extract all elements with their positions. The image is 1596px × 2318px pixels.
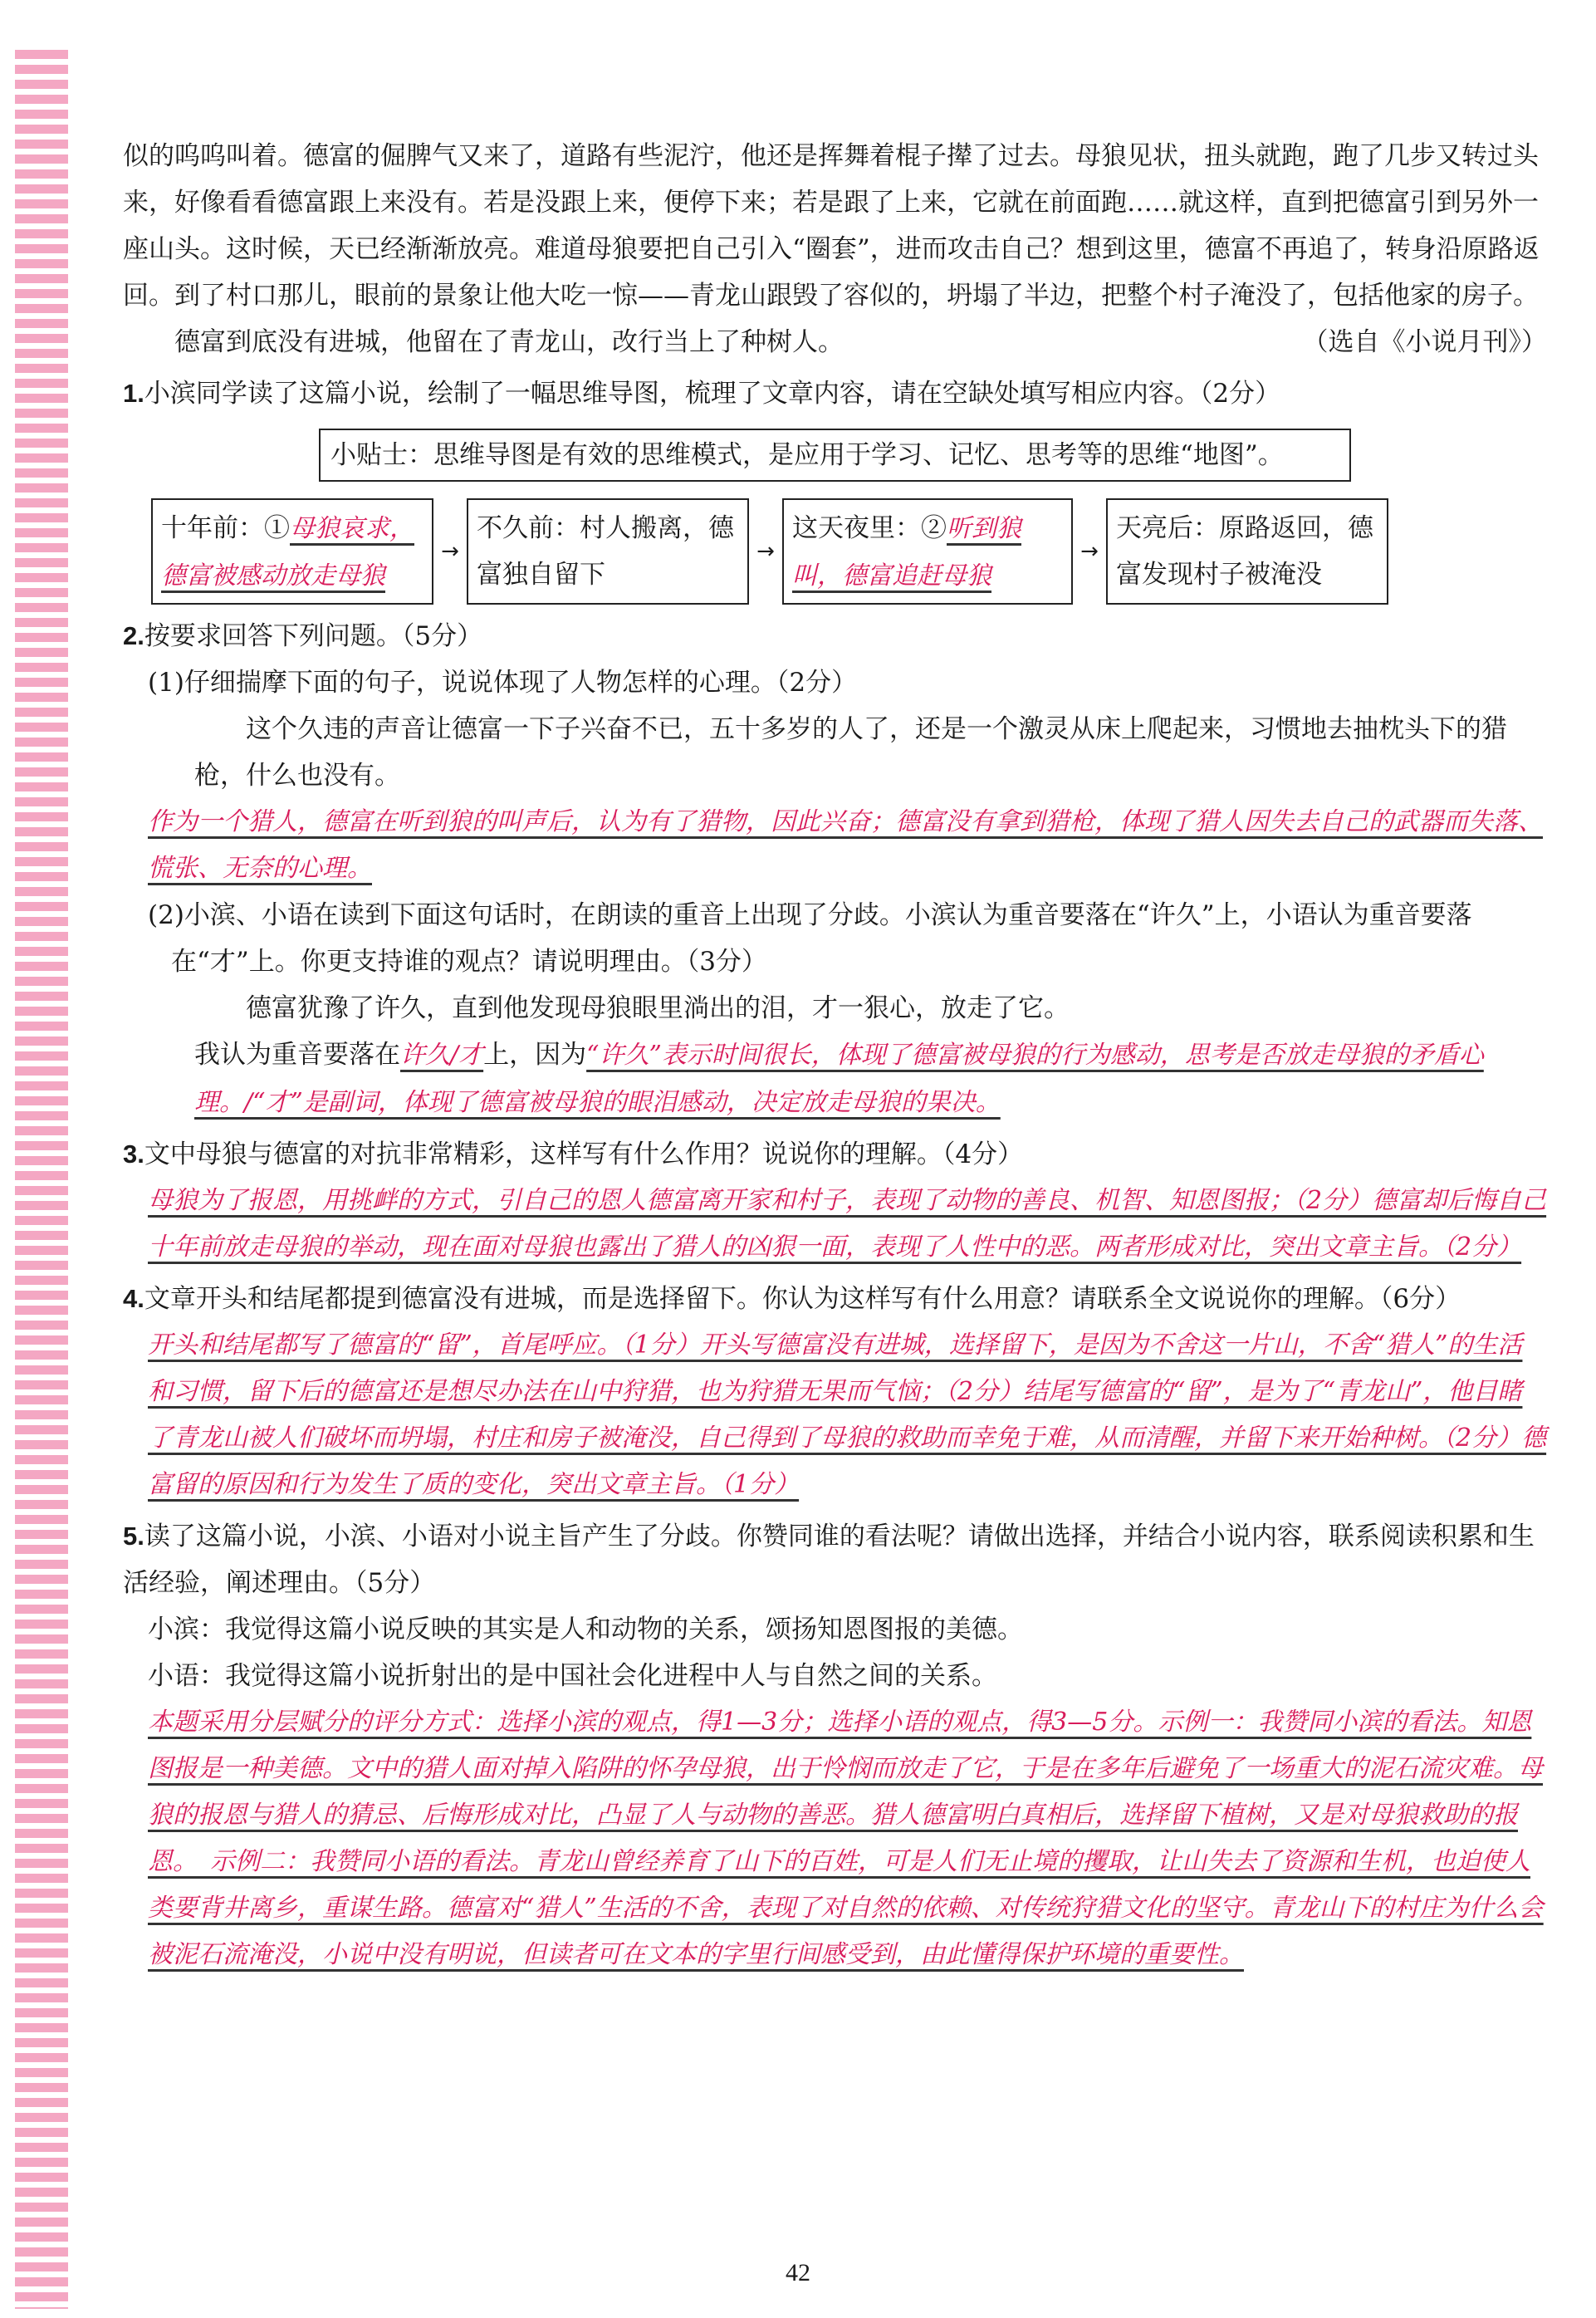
question-prompt — [123, 1131, 1547, 1178]
question-text: 文章开头和结尾都提到德富没有进城，而是选择留下。你认为这样写有什么用意？请联系全文说说你的理解。（6分） — [144, 1284, 1461, 1314]
mind-map-box-3 — [782, 498, 1073, 605]
answer-text: 作为一个猎人，德富在听到狼的叫声后，认为有了猎物，因此兴奋；德富没有拿到猎枪，体现了猎人因失去自己的武器而失落、慌张、无奈的心理。 — [148, 807, 1543, 883]
question-number: 3. — [123, 1139, 144, 1169]
question-number: 2. — [123, 621, 144, 650]
quoted-sentence: 这个久违的声音让德富一下子兴奋不已，五十多岁的人了，还是一个激灵从床上爬起来，习惯地去抽枕头下的猎枪，什么也没有。 — [194, 714, 1507, 791]
answer-text: 开头和结尾都写了德富的“留”，首尾呼应。（1分）开头写德富没有进城，选择留下，是因为不舍这一片山，不舍“猎人”的生活和习惯，留下后的德富还是想尽办法在山中狩猎，也为狩猎无果而气恼；（2分）结尾写德富的“留”，是为了“青龙山”，他目睹了青龙山被人们破坏而坍塌，村庄和房子被淹没，自己得到了母狼的救助而幸免于难，从而清醒，并留下来开始种树。（2分）德富留的原因和行为发生了质的变化，突出文章主旨。（1分） — [148, 1331, 1547, 1499]
mind-map-box-2: 不久前：村人搬离，德富独自留下 — [467, 498, 749, 605]
question-number: 4. — [123, 1284, 144, 1313]
answer-fill-2: 听到狼叫，德富追赶母狼 — [792, 514, 1021, 591]
answer-block — [123, 1178, 1547, 1271]
opinion-xiaoyu: 小语：我觉得这篇小说折射出的是中国社会化进程中人与自然之间的关系。 — [148, 1661, 997, 1691]
answer-line — [123, 1032, 1547, 1126]
answer-block — [123, 799, 1547, 892]
question-prompt — [123, 1276, 1547, 1322]
question-2 — [123, 613, 1547, 1126]
sub-question-2: (2)小滨、小语在读到下面这句话时，在朗读的重音上出现了分歧。小滨认为重音要落在“许久”上，小语认为重音要落在“才”上。你更支持谁的观点？请说明理由。（3分） — [148, 900, 1472, 977]
answer-text: 本题采用分层赋分的评分方式：选择小滨的观点，得1—3分；选择小语的观点，得3—5分。示例一：我赞同小滨的看法。知恩图报是一种美德。文中的猎人面对掉入陷阱的怀孕母狼，出于怜悯而放走了它，于是在多年后避免了一场重大的泥石流灾难。母狼的报恩与猎人的猜忌、后悔形成对比，凸显了人与动物的善恶。猎人德富明白真相后，选择留下植树，又是对母狼救助的报恩。 示例二：我赞同小语的看法。青龙山曾经养育了山下的百姓，可是人们无止境的攫取，让山失去了资源和生机，也迫使人类要背井离乡，重谋生路。德富对“猎人”生活的不舍，表现了对自然的依赖、对传统狩猎文化的坚守。青龙山下的村庄为什么会被泥石流淹没，小说中没有明说，但读者可在文本的字里行间感受到，由此懂得保护环境的重要性。 — [148, 1708, 1544, 1969]
answer-text: “许久”表示时间很长，体现了德富被母狼的行为感动，思考是否放走母狼的矛盾心理。/“才”是副词，体现了德富被母狼的眼泪感动，决定放走母狼的果决。 — [194, 1041, 1484, 1117]
question-3 — [123, 1131, 1547, 1271]
decorative-side-stripe — [15, 50, 68, 2309]
question-text: 小滨同学读了这篇小说，绘制了一幅思维导图，梳理了文章内容，请在空缺处填写相应内容。（2分） — [144, 379, 1281, 409]
quoted-sentence: 德富犹豫了许久，直到他发现母狼眼里淌出的泪，才一狠心，放走了它。 — [246, 993, 1070, 1023]
question-prompt — [123, 1513, 1547, 1606]
source-citation: （选自《小说月刊》） — [1302, 327, 1547, 357]
answer-text: 母狼为了报恩，用挑衅的方式，引自己的恩人德富离开家和村子，表现了动物的善良、机智、知恩图报；（2分）德富却后悔自己十年前放走母狼的举动，现在面对母狼也露出了猎人的凶狠一面，表现了人性中的恶。两者形成对比，突出文章主旨。（2分） — [148, 1186, 1547, 1262]
answer-fill: 许久/才 — [400, 1041, 484, 1070]
question-text: 读了这篇小说，小滨、小语对小说主旨产生了分歧。你赞同谁的看法呢？请做出选择，并结合小说内容，联系阅读积累和生活经验，阐述理由。（5分） — [123, 1522, 1535, 1598]
opinion-xiaobin: 小滨：我觉得这篇小说反映的其实是人和动物的关系，颂扬知恩图报的美德。 — [148, 1615, 1023, 1644]
answer-prefix: 我认为重音要落在 — [194, 1040, 400, 1070]
question-1 — [123, 370, 1547, 605]
question-prompt — [123, 613, 1547, 659]
mind-map-box-1 — [151, 498, 433, 605]
question-text: 按要求回答下列问题。（5分） — [144, 621, 483, 651]
answer-fill-1: 母狼哀求，德富被感动放走母狼 — [161, 514, 414, 591]
passage-ending — [123, 319, 1547, 365]
arrow-icon: → — [756, 539, 775, 564]
box-label: 这天夜里：② — [792, 513, 947, 543]
mind-map — [151, 498, 1547, 605]
answer-middle: 上，因为 — [483, 1040, 587, 1070]
passage-paragraph: 似的呜呜叫着。德富的倔脾气又来了，道路有些泥泞，他还是挥舞着棍子撵了过去。母狼见状，扭头就跑，跑了几步又转过头来，好像看看德富跟上来没有。若是没跟上来，便停下来；若是跟了上来，它就在前面跑……就这样，直到把德富引到另外一座山头。这时候，天已经渐渐放亮。难道母狼要把自己引入“圈套”，进而攻击自己？想到这里，德富不再追了，转身沿原路返回。到了村口那儿，眼前的景象让他大吃一惊——青龙山跟毁了容似的，坍塌了半边，把整个村子淹没了，包括他家的房子。 — [123, 141, 1540, 311]
question-number: 1. — [123, 379, 144, 408]
question-text: 文中母狼与德富的对抗非常精彩，这样写有什么作用？说说你的理解。（4分） — [144, 1139, 1024, 1169]
question-5 — [123, 1513, 1547, 1978]
box-label: 十年前：① — [161, 513, 290, 543]
question-4 — [123, 1276, 1547, 1508]
answer-block — [123, 1699, 1547, 1978]
passage-paragraph: 德富到底没有进城，他留在了青龙山，改行当上了种树人。 — [174, 327, 844, 357]
question-prompt — [123, 370, 1547, 417]
page-number: 42 — [786, 2259, 810, 2286]
sub-question-1: (1)仔细揣摩下面的句子，说说体现了人物怎样的心理。（2分） — [148, 668, 858, 698]
arrow-icon: → — [1080, 539, 1099, 564]
question-number: 5. — [123, 1522, 144, 1551]
mind-map-box-4: 天亮后：原路返回，德富发现村子被淹没 — [1106, 498, 1388, 605]
page-content — [123, 133, 1547, 1978]
arrow-icon: → — [441, 539, 459, 564]
answer-block — [123, 1322, 1547, 1508]
tip-box: 小贴士：思维导图是有效的思维模式，是应用于学习、记忆、思考等的思维“地图”。 — [319, 429, 1351, 482]
